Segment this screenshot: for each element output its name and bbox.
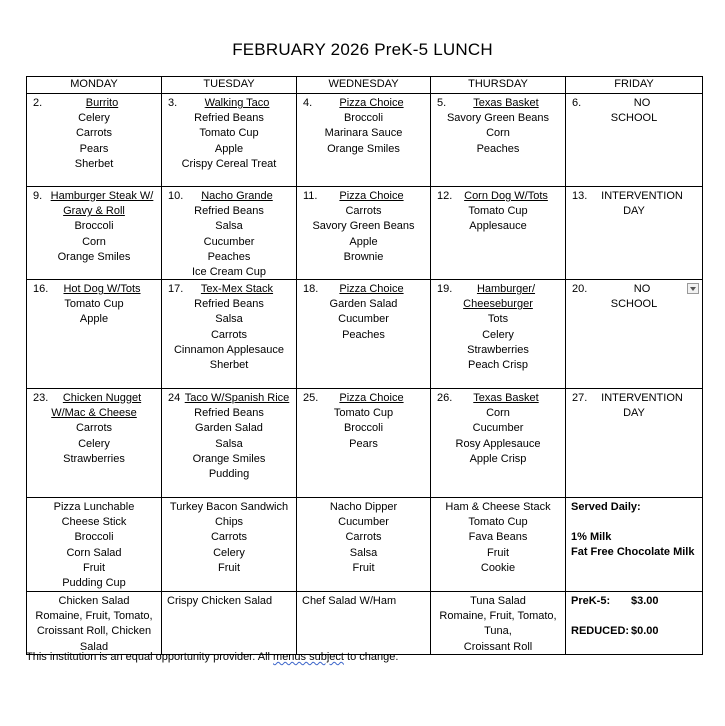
day-cell-friday	[566, 280, 703, 389]
alternate-cell-monday	[27, 498, 162, 592]
alternate-item: Turkey Bacon Sandwich	[169, 501, 289, 513]
side-item: Crispy Cereal Treat	[181, 157, 277, 170]
side-item: Cinnamon Applesauce	[173, 343, 285, 356]
price-label: REDUCED:	[571, 625, 630, 638]
day-number: 11.	[303, 190, 318, 202]
side-item: Celery	[78, 112, 110, 125]
side-item: Carrots	[345, 205, 382, 218]
entree-name: Pizza Choice	[339, 97, 404, 109]
day-number: 24	[168, 392, 181, 404]
week-row	[27, 94, 703, 187]
footer-note	[26, 651, 398, 663]
side-item: Orange Smiles	[327, 142, 400, 155]
entree-name-continued: Gravy & Roll	[63, 205, 125, 218]
alternate-item: Ham & Cheese Stack	[445, 501, 551, 513]
alternate-item: Fruit	[218, 561, 240, 574]
salad-item: Croissant Roll, Chicken	[36, 625, 152, 638]
day-number: 6.	[572, 97, 582, 109]
day-number: 20.	[572, 283, 588, 295]
day-cell-tuesday	[162, 389, 297, 498]
entree-name: Hamburger/	[476, 283, 536, 295]
entree-name: Pizza Choice	[339, 283, 404, 295]
day-cell-wednesday	[297, 187, 431, 280]
day-cell-thursday	[431, 94, 566, 187]
side-item: INTERVENTION	[601, 392, 683, 404]
day-cell-tuesday	[162, 187, 297, 280]
lunch-menu-table	[26, 76, 703, 655]
side-item: Celery	[78, 437, 110, 450]
side-item: Sherbet	[209, 359, 249, 372]
alternate-item: Cucumber	[338, 516, 389, 529]
alternate-cell-wednesday	[297, 498, 431, 592]
day-header-tuesday: TUESDAY	[162, 77, 297, 94]
side-item: NO	[633, 283, 651, 295]
side-item: Carrots	[75, 127, 113, 140]
alternate-item: Chips	[214, 516, 244, 529]
day-header-row	[27, 77, 703, 94]
salad-item: Croissant Roll	[463, 640, 533, 653]
side-item: Apple	[349, 235, 378, 248]
side-item: Marinara Sauce	[324, 127, 403, 140]
price-value: $0.00	[631, 625, 659, 638]
entree-name: Pizza Choice	[339, 392, 404, 404]
side-item: Celery	[482, 328, 514, 341]
day-number: 9.	[33, 190, 43, 202]
milk-option: 1% Milk	[571, 531, 612, 544]
salad-item: Tuna,	[484, 625, 512, 638]
alternate-item: Tomato Cup	[468, 516, 528, 529]
side-item: SCHOOL	[610, 112, 658, 125]
side-item: Refried Beans	[194, 112, 264, 125]
price-label: PreK-5:	[571, 595, 611, 607]
salad-cell-tuesday	[162, 592, 297, 655]
day-number: 16.	[33, 283, 49, 295]
alternate-item: Fruit	[487, 546, 509, 559]
entree-name: Taco W/Spanish Rice	[184, 392, 290, 404]
side-item: Refried Beans	[194, 298, 264, 311]
entree-name: Texas Basket	[473, 97, 539, 109]
alternate-item: Salsa	[349, 546, 378, 559]
salads-row	[27, 592, 703, 655]
side-item: Cucumber	[472, 422, 524, 435]
side-item: Tomato Cup	[64, 298, 124, 311]
day-cell-monday	[27, 94, 162, 187]
alternate-item: Carrots	[345, 531, 382, 544]
side-item: Pears	[79, 142, 109, 155]
alternate-item: Corn Salad	[66, 546, 122, 559]
day-number: 5.	[437, 97, 447, 109]
alternate-cell-thursday	[431, 498, 566, 592]
salad-cell-monday	[27, 592, 162, 655]
day-cell-thursday	[431, 389, 566, 498]
side-item: Tots	[487, 313, 509, 326]
day-number: 2.	[33, 97, 43, 109]
dropdown-arrow-icon[interactable]	[687, 283, 699, 294]
side-item: Broccoli	[343, 422, 384, 435]
side-item: Sherbet	[74, 157, 114, 170]
side-item: DAY	[623, 205, 645, 218]
milk-option: Fat Free Chocolate Milk	[571, 546, 695, 559]
alternate-item: Fruit	[352, 561, 375, 574]
entree-name-continued: W/Mac & Cheese	[51, 407, 137, 420]
alternate-item: Pizza Lunchable	[53, 501, 135, 513]
side-item: Strawberries	[63, 452, 125, 465]
side-item: Ice Cream Cup	[192, 266, 266, 279]
entree-name: Nacho Grande	[201, 190, 273, 202]
alternates-row	[27, 498, 703, 592]
day-number: 26.	[437, 392, 453, 404]
side-item: Applesauce	[469, 220, 527, 233]
side-item: Apple	[214, 142, 244, 155]
side-item: Garden Salad	[329, 298, 398, 311]
side-item: Garden Salad	[195, 422, 263, 435]
side-item: Refried Beans	[194, 407, 264, 420]
side-item: Refried Beans	[194, 205, 264, 218]
alternate-item: Carrots	[210, 531, 248, 544]
salad-item: Chicken Salad	[58, 595, 130, 607]
day-header-thursday: THURSDAY	[431, 77, 566, 94]
side-item: Carrots	[75, 422, 113, 435]
footer-text-1: This institution is an equal opportunity provider. All	[26, 651, 274, 663]
alternate-item: Nacho Dipper	[329, 501, 398, 513]
footer-text-spellcheck: menus subject	[273, 651, 344, 663]
alternate-item: Fruit	[83, 561, 105, 574]
salad-item: Salad	[79, 640, 109, 653]
salad-item: Crispy Chicken Salad	[167, 595, 273, 607]
day-number: 4.	[303, 97, 313, 109]
day-cell-wednesday	[297, 280, 431, 389]
side-item: Apple Crisp	[469, 452, 527, 465]
day-number: 3.	[168, 97, 178, 109]
side-item: SCHOOL	[610, 298, 658, 311]
entree-name-continued: Cheeseburger	[463, 298, 533, 311]
alternate-item: Pudding Cup	[62, 577, 126, 590]
side-item: Cucumber	[338, 313, 389, 326]
salad-item: Tuna Salad	[470, 595, 526, 607]
day-cell-monday	[27, 187, 162, 280]
salad-item: Romaine, Fruit, Tomato,	[35, 610, 153, 623]
footer-text-3: to change.	[343, 651, 399, 663]
salad-item: Chef Salad W/Ham	[302, 595, 397, 607]
entree-name: Walking Taco	[204, 97, 270, 109]
side-item: Peach Crisp	[468, 359, 528, 372]
side-item: Salsa	[215, 313, 243, 326]
side-item: Apple	[79, 313, 109, 326]
side-item: Tomato Cup	[333, 407, 394, 420]
entree-name: Tex-Mex Stack	[200, 283, 274, 295]
day-number: 27.	[572, 392, 588, 404]
day-cell-monday	[27, 389, 162, 498]
side-item: INTERVENTION	[601, 190, 683, 202]
week-row	[27, 389, 703, 498]
entree-name: Hamburger Steak W/	[50, 190, 154, 202]
served-daily-cell	[566, 498, 703, 592]
side-item: Orange Smiles	[192, 452, 266, 465]
entree-name: Texas Basket	[473, 392, 539, 404]
day-header-monday: MONDAY	[27, 77, 162, 94]
day-cell-friday	[566, 94, 703, 187]
served-daily-heading: Served Daily:	[571, 501, 641, 513]
day-cell-thursday	[431, 280, 566, 389]
day-number: 23.	[33, 392, 49, 404]
entree-name: Burrito	[85, 97, 119, 109]
side-item: NO	[633, 97, 651, 109]
side-item: Carrots	[210, 328, 248, 341]
day-cell-monday	[27, 280, 162, 389]
side-item: Rosy Applesauce	[455, 437, 541, 450]
salad-item: Romaine, Fruit, Tomato,	[439, 610, 557, 623]
day-header-friday: FRIDAY	[566, 77, 703, 94]
side-item: Salsa	[215, 437, 243, 450]
day-number: 10.	[168, 190, 184, 202]
side-item: Savory Green Beans	[312, 220, 415, 233]
side-item: Pudding	[208, 468, 250, 481]
day-cell-friday	[566, 389, 703, 498]
alternate-item: Cookie	[480, 561, 516, 574]
side-item: Tomato Cup	[468, 205, 528, 218]
week-row	[27, 187, 703, 280]
week-row	[27, 280, 703, 389]
day-cell-thursday	[431, 187, 566, 280]
alternate-item: Celery	[213, 546, 245, 559]
page-title: FEBRUARY 2026 PreK-5 LUNCH	[232, 40, 493, 59]
prices-cell	[566, 592, 703, 655]
day-number: 19.	[437, 283, 453, 295]
day-cell-wednesday	[297, 389, 431, 498]
alternate-item: Broccoli	[74, 531, 114, 544]
day-number: 12.	[437, 190, 453, 202]
salad-cell-thursday	[431, 592, 566, 655]
price-value: $3.00	[631, 595, 659, 607]
side-item: Corn	[82, 235, 106, 248]
alternate-item: Cheese Stick	[61, 516, 127, 529]
side-item: Salsa	[215, 220, 243, 233]
day-cell-tuesday	[162, 280, 297, 389]
day-cell-wednesday	[297, 94, 431, 187]
side-item: Savory Green Beans	[446, 112, 550, 125]
side-item: Orange Smiles	[57, 250, 131, 263]
day-cell-friday	[566, 187, 703, 280]
side-item: Tomato Cup	[199, 127, 259, 140]
side-item: Strawberries	[467, 343, 529, 356]
day-header-wednesday: WEDNESDAY	[297, 77, 431, 94]
side-item: Corn	[486, 127, 510, 140]
side-item: Cucumber	[203, 235, 255, 248]
alternate-cell-tuesday	[162, 498, 297, 592]
side-item: Brownie	[343, 250, 384, 263]
entree-name: Hot Dog W/Tots	[63, 283, 141, 295]
day-number: 18.	[303, 283, 319, 295]
salad-cell-wednesday	[297, 592, 431, 655]
side-item: Broccoli	[74, 220, 114, 233]
alternate-item: Fava Beans	[468, 531, 528, 544]
day-number: 13.	[572, 190, 588, 202]
side-item: Corn	[486, 407, 510, 420]
day-cell-tuesday	[162, 94, 297, 187]
side-item: DAY	[623, 407, 645, 420]
side-item: Peaches	[207, 250, 251, 263]
day-number: 17.	[168, 283, 184, 295]
side-item: Pears	[349, 437, 378, 450]
entree-name: Corn Dog W/Tots	[464, 190, 548, 202]
side-item: Peaches	[342, 328, 385, 341]
side-item: Broccoli	[343, 112, 384, 125]
day-number: 25.	[303, 392, 319, 404]
entree-name: Chicken Nugget	[62, 392, 142, 404]
entree-name: Pizza Choice	[339, 190, 404, 202]
side-item: Peaches	[476, 142, 520, 155]
